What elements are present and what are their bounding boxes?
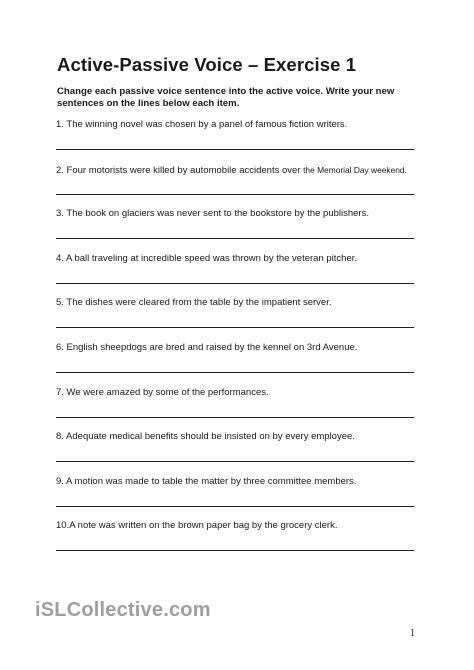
exercise-sentence: 3. The book on glaciers was never sent to the bookstore by the publishers. bbox=[56, 208, 369, 220]
exercise-item-10 bbox=[56, 520, 418, 565]
exercise-sentence: 10.A note was written on the brown paper bag by the grocery clerk. bbox=[56, 520, 338, 532]
exercise-item-2 bbox=[56, 164, 418, 209]
exercise-item-7 bbox=[56, 387, 418, 432]
exercise-item-8 bbox=[56, 431, 418, 476]
answer-line[interactable] bbox=[56, 283, 414, 284]
answer-line[interactable] bbox=[56, 238, 414, 239]
answer-line[interactable] bbox=[56, 194, 414, 195]
exercise-sentence: 4. A ball traveling at incredible speed was thrown by the veteran pitcher. bbox=[56, 252, 358, 264]
page-number: 1 bbox=[410, 628, 415, 639]
instructions: Change each passive voice sentence into the active voice. Write your new sentences on the lines below each item. bbox=[57, 86, 395, 109]
exercise-sentence: 6. English sheepdogs are bred and raised by the kennel on 3rd Avenue. bbox=[56, 341, 358, 353]
answer-line[interactable] bbox=[56, 149, 414, 150]
answer-line[interactable] bbox=[56, 506, 414, 507]
exercise-sentence: 1. The winning novel was chosen by a panel of famous fiction writers. bbox=[56, 119, 348, 130]
exercise-sentence-tail: the Memorial Day weekend. bbox=[303, 164, 407, 175]
page-title: Active-Passive Voice – Exercise 1 bbox=[57, 54, 357, 75]
answer-line[interactable] bbox=[56, 327, 414, 328]
watermark-logo: iSLCollective.com bbox=[35, 599, 211, 621]
answer-line[interactable] bbox=[56, 461, 414, 462]
answer-line[interactable] bbox=[56, 372, 414, 373]
exercise-list bbox=[56, 119, 418, 565]
answer-line[interactable] bbox=[56, 417, 414, 418]
exercise-item-4 bbox=[56, 253, 418, 298]
exercise-sentence-main: 2. Four motorists were killed by automobile accidents over bbox=[56, 164, 304, 176]
exercise-item-5 bbox=[56, 297, 418, 342]
exercise-item-3 bbox=[56, 208, 418, 253]
exercise-item-9 bbox=[56, 476, 418, 521]
exercise-sentence: 8. Adequate medical benefits should be insisted on by every employee. bbox=[56, 431, 355, 443]
exercise-item-1 bbox=[56, 119, 418, 164]
exercise-sentence bbox=[56, 164, 407, 177]
exercise-sentence: 7. We were amazed by some of the performances. bbox=[56, 386, 269, 398]
answer-line[interactable] bbox=[56, 550, 414, 551]
exercise-sentence: 9. A motion was made to table the matter by three committee members. bbox=[56, 475, 357, 487]
exercise-sentence: 5. The dishes were cleared from the table by the impatient server. bbox=[56, 297, 332, 309]
exercise-item-6 bbox=[56, 342, 418, 387]
